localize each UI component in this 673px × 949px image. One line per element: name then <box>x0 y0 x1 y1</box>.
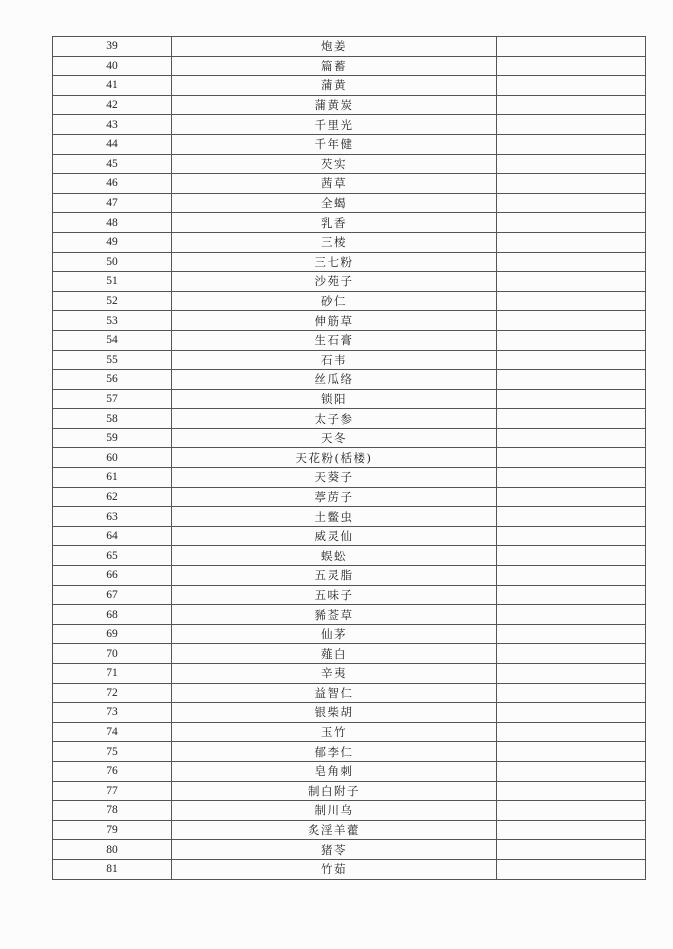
note-cell <box>497 487 646 507</box>
table-row <box>53 193 646 213</box>
note-cell <box>497 350 646 370</box>
table-row <box>53 232 646 252</box>
note-cell <box>497 311 646 331</box>
table-row <box>53 683 646 703</box>
herb-name-cell: 五味子 <box>172 585 497 605</box>
herb-name-cell: 天冬 <box>172 428 497 448</box>
table-row <box>53 76 646 96</box>
table-row <box>53 566 646 586</box>
herb-name-cell: 辛夷 <box>172 664 497 684</box>
table-row <box>53 134 646 154</box>
table-row <box>53 272 646 292</box>
note-cell <box>497 154 646 174</box>
row-number-cell: 48 <box>53 213 172 233</box>
row-number-cell: 71 <box>53 664 172 684</box>
table-row <box>53 585 646 605</box>
note-cell <box>497 761 646 781</box>
table-row <box>53 252 646 272</box>
table-row <box>53 448 646 468</box>
note-cell <box>497 546 646 566</box>
row-number-cell: 62 <box>53 487 172 507</box>
row-number-cell: 57 <box>53 389 172 409</box>
note-cell <box>497 468 646 488</box>
table-row <box>53 742 646 762</box>
herb-name-cell: 石韦 <box>172 350 497 370</box>
note-cell <box>497 820 646 840</box>
herb-name-cell: 太子参 <box>172 409 497 429</box>
row-number-cell: 47 <box>53 193 172 213</box>
row-number-cell: 39 <box>53 37 172 57</box>
note-cell <box>497 507 646 527</box>
note-cell <box>497 703 646 723</box>
table-row <box>53 624 646 644</box>
herb-name-cell: 篇蓄 <box>172 56 497 76</box>
row-number-cell: 65 <box>53 546 172 566</box>
row-number-cell: 70 <box>53 644 172 664</box>
herb-name-cell: 丝瓜络 <box>172 370 497 390</box>
table-row <box>53 468 646 488</box>
row-number-cell: 61 <box>53 468 172 488</box>
table-row <box>53 95 646 115</box>
table-row <box>53 154 646 174</box>
herb-name-cell: 蒲黄炭 <box>172 95 497 115</box>
herb-name-cell: 伸筋草 <box>172 311 497 331</box>
herb-name-cell: 玉竹 <box>172 722 497 742</box>
row-number-cell: 73 <box>53 703 172 723</box>
herb-name-cell: 皂角刺 <box>172 761 497 781</box>
row-number-cell: 59 <box>53 428 172 448</box>
herb-name-cell: 制川乌 <box>172 801 497 821</box>
note-cell <box>497 389 646 409</box>
herb-name-cell: 炙淫羊藿 <box>172 820 497 840</box>
herb-name-cell: 制白附子 <box>172 781 497 801</box>
herb-name-cell: 千年健 <box>172 134 497 154</box>
table-row <box>53 664 646 684</box>
table-row <box>53 56 646 76</box>
herb-name-cell: 茜草 <box>172 174 497 194</box>
table-row <box>53 820 646 840</box>
row-number-cell: 41 <box>53 76 172 96</box>
row-number-cell: 60 <box>53 448 172 468</box>
table-row <box>53 507 646 527</box>
table-row <box>53 722 646 742</box>
note-cell <box>497 37 646 57</box>
note-cell <box>497 605 646 625</box>
herb-name-cell: 郁李仁 <box>172 742 497 762</box>
row-number-cell: 58 <box>53 409 172 429</box>
note-cell <box>497 56 646 76</box>
row-number-cell: 72 <box>53 683 172 703</box>
herb-name-cell: 薤白 <box>172 644 497 664</box>
row-number-cell: 43 <box>53 115 172 135</box>
row-number-cell: 45 <box>53 154 172 174</box>
row-number-cell: 67 <box>53 585 172 605</box>
table-row <box>53 428 646 448</box>
note-cell <box>497 409 646 429</box>
table-row <box>53 330 646 350</box>
row-number-cell: 46 <box>53 174 172 194</box>
herb-name-cell: 威灵仙 <box>172 526 497 546</box>
row-number-cell: 42 <box>53 95 172 115</box>
table-row <box>53 291 646 311</box>
herb-name-cell: 豨莶草 <box>172 605 497 625</box>
note-cell <box>497 448 646 468</box>
row-number-cell: 50 <box>53 252 172 272</box>
herb-name-cell: 天葵子 <box>172 468 497 488</box>
note-cell <box>497 193 646 213</box>
herb-name-cell: 沙苑子 <box>172 272 497 292</box>
note-cell <box>497 585 646 605</box>
note-cell <box>497 428 646 448</box>
note-cell <box>497 174 646 194</box>
row-number-cell: 53 <box>53 311 172 331</box>
table-row <box>53 409 646 429</box>
note-cell <box>497 742 646 762</box>
row-number-cell: 64 <box>53 526 172 546</box>
herb-name-cell: 芡实 <box>172 154 497 174</box>
table-row <box>53 526 646 546</box>
herb-name-cell: 银柴胡 <box>172 703 497 723</box>
table-row <box>53 487 646 507</box>
row-number-cell: 77 <box>53 781 172 801</box>
row-number-cell: 51 <box>53 272 172 292</box>
row-number-cell: 69 <box>53 624 172 644</box>
table-row <box>53 115 646 135</box>
row-number-cell: 44 <box>53 134 172 154</box>
table-row <box>53 213 646 233</box>
row-number-cell: 56 <box>53 370 172 390</box>
herb-name-cell: 竹茹 <box>172 859 497 879</box>
herb-name-cell: 炮姜 <box>172 37 497 57</box>
note-cell <box>497 526 646 546</box>
row-number-cell: 55 <box>53 350 172 370</box>
row-number-cell: 63 <box>53 507 172 527</box>
herb-name-cell: 三七粉 <box>172 252 497 272</box>
row-number-cell: 52 <box>53 291 172 311</box>
table-row <box>53 859 646 879</box>
row-number-cell: 74 <box>53 722 172 742</box>
herb-name-cell: 砂仁 <box>172 291 497 311</box>
herb-name-cell: 三棱 <box>172 232 497 252</box>
herb-table-body <box>53 37 646 880</box>
herb-name-cell: 仙茅 <box>172 624 497 644</box>
row-number-cell: 54 <box>53 330 172 350</box>
herb-name-cell: 天花粉(栝楼) <box>172 448 497 468</box>
row-number-cell: 78 <box>53 801 172 821</box>
herb-name-cell: 土鳖虫 <box>172 507 497 527</box>
note-cell <box>497 252 646 272</box>
herb-name-cell: 千里光 <box>172 115 497 135</box>
row-number-cell: 49 <box>53 232 172 252</box>
herb-name-cell: 生石膏 <box>172 330 497 350</box>
note-cell <box>497 683 646 703</box>
table-row <box>53 781 646 801</box>
herb-list-table <box>52 36 646 880</box>
note-cell <box>497 840 646 860</box>
table-row <box>53 174 646 194</box>
note-cell <box>497 859 646 879</box>
table-row <box>53 546 646 566</box>
herb-name-cell: 蒲黄 <box>172 76 497 96</box>
table-row <box>53 605 646 625</box>
row-number-cell: 40 <box>53 56 172 76</box>
note-cell <box>497 722 646 742</box>
note-cell <box>497 232 646 252</box>
row-number-cell: 66 <box>53 566 172 586</box>
note-cell <box>497 330 646 350</box>
note-cell <box>497 291 646 311</box>
note-cell <box>497 134 646 154</box>
note-cell <box>497 370 646 390</box>
herb-name-cell: 锁阳 <box>172 389 497 409</box>
table-row <box>53 311 646 331</box>
table-row <box>53 761 646 781</box>
table-row <box>53 644 646 664</box>
herb-name-cell: 葶苈子 <box>172 487 497 507</box>
table-row <box>53 37 646 57</box>
note-cell <box>497 95 646 115</box>
table-row <box>53 840 646 860</box>
herb-name-cell: 全蝎 <box>172 193 497 213</box>
table-row <box>53 370 646 390</box>
herb-name-cell: 五灵脂 <box>172 566 497 586</box>
note-cell <box>497 76 646 96</box>
herb-name-cell: 猪苓 <box>172 840 497 860</box>
note-cell <box>497 644 646 664</box>
row-number-cell: 76 <box>53 761 172 781</box>
table-row <box>53 801 646 821</box>
note-cell <box>497 213 646 233</box>
note-cell <box>497 566 646 586</box>
row-number-cell: 79 <box>53 820 172 840</box>
table-row <box>53 389 646 409</box>
herb-name-cell: 乳香 <box>172 213 497 233</box>
note-cell <box>497 272 646 292</box>
table-row <box>53 350 646 370</box>
note-cell <box>497 115 646 135</box>
note-cell <box>497 664 646 684</box>
row-number-cell: 68 <box>53 605 172 625</box>
note-cell <box>497 781 646 801</box>
note-cell <box>497 624 646 644</box>
table-row <box>53 703 646 723</box>
herb-name-cell: 蜈蚣 <box>172 546 497 566</box>
row-number-cell: 75 <box>53 742 172 762</box>
note-cell <box>497 801 646 821</box>
row-number-cell: 81 <box>53 859 172 879</box>
row-number-cell: 80 <box>53 840 172 860</box>
herb-name-cell: 益智仁 <box>172 683 497 703</box>
